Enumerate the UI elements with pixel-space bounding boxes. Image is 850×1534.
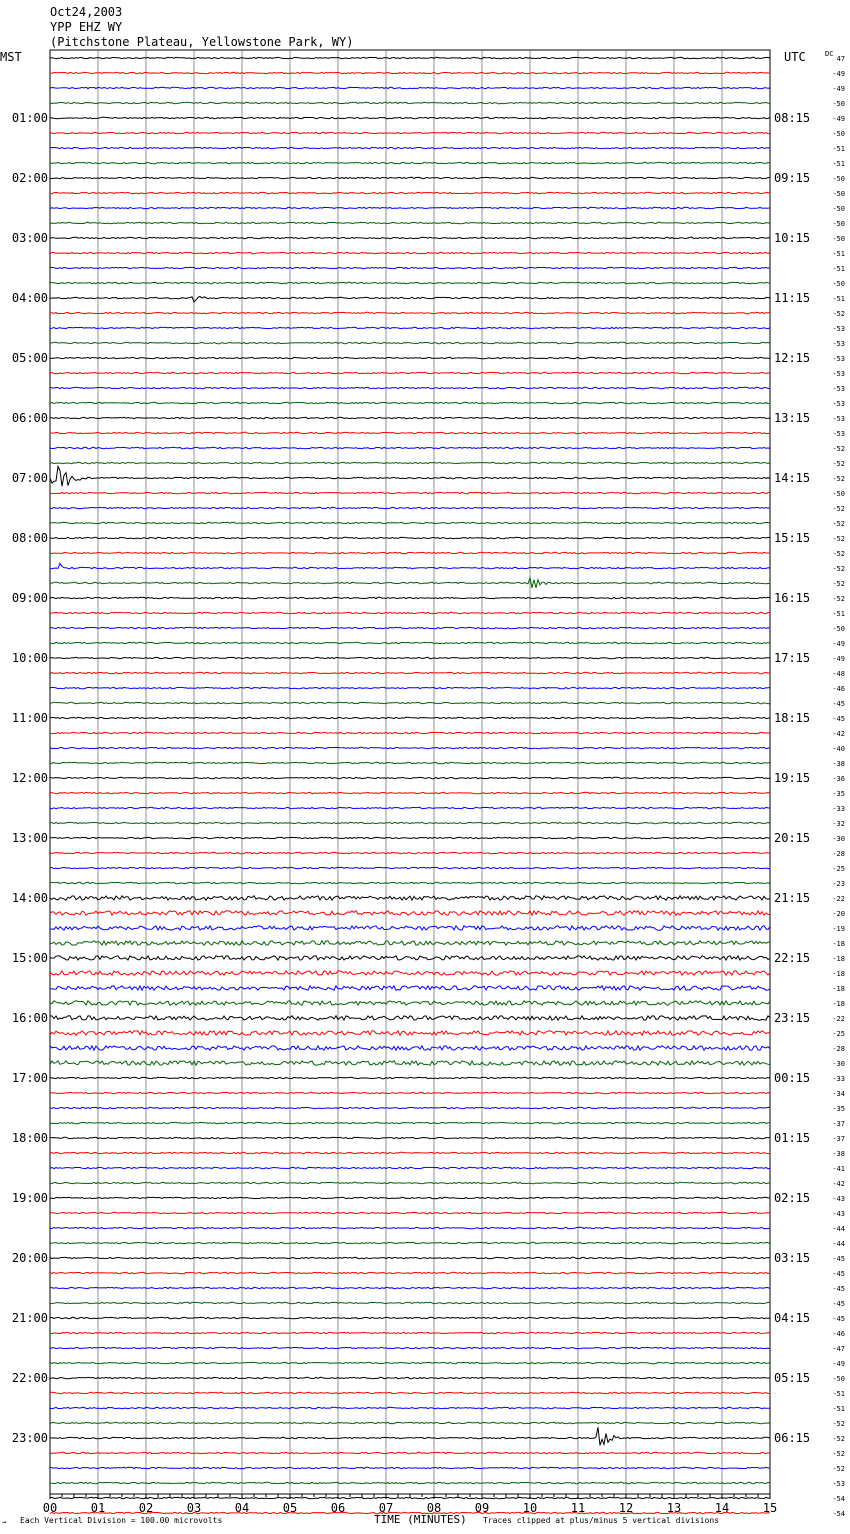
trace-line xyxy=(50,1467,770,1468)
footer-mark: → xyxy=(2,1518,7,1526)
mst-hour-label: 18:00 xyxy=(11,1131,48,1145)
dc-offset-label: -32 xyxy=(832,820,845,828)
utc-hour-label: 03:15 xyxy=(774,1251,811,1265)
utc-hour-label: 20:15 xyxy=(774,831,811,845)
dc-offset-label: -35 xyxy=(832,1105,845,1113)
utc-hour-label: 11:15 xyxy=(774,291,811,305)
x-tick-label: 13 xyxy=(666,1501,682,1515)
dc-offset-label: -52 xyxy=(832,310,845,318)
dc-offset-label: -18 xyxy=(832,940,845,948)
trace-line xyxy=(50,1137,770,1138)
dc-offset-label: -20 xyxy=(832,910,845,918)
trace-line xyxy=(50,87,770,88)
utc-hour-label: 04:15 xyxy=(774,1311,811,1325)
mst-hour-label: 10:00 xyxy=(11,651,48,665)
trace-line xyxy=(50,312,770,313)
dc-offset-label: -49 xyxy=(832,70,845,78)
trace-lines xyxy=(50,57,770,1513)
dc-offset-label: -52 xyxy=(832,580,845,588)
trace-line xyxy=(50,72,770,73)
trace-line xyxy=(50,1392,770,1393)
utc-hour-label: 06:15 xyxy=(774,1431,811,1445)
dc-offset-label: -51 xyxy=(832,145,845,153)
header-location: (Pitchstone Plateau, Yellowstone Park, WY) xyxy=(50,35,354,49)
mst-hour-label: 17:00 xyxy=(11,1071,48,1085)
dc-offset-label: -41 xyxy=(832,1165,845,1173)
trace-line xyxy=(50,507,770,508)
trace-line xyxy=(50,578,770,588)
trace-line xyxy=(50,762,770,763)
trace-line xyxy=(50,1061,770,1065)
dc-offset-label: -25 xyxy=(832,1030,845,1038)
trace-line xyxy=(50,1317,770,1318)
trace-line xyxy=(50,792,770,793)
utc-hour-label: 13:15 xyxy=(774,411,811,425)
dc-offset-label: -45 xyxy=(832,715,845,723)
dc-offset-label: -40 xyxy=(832,745,845,753)
trace-line xyxy=(50,297,770,302)
utc-hour-label: 17:15 xyxy=(774,651,811,665)
trace-line xyxy=(50,612,770,613)
dc-offset-label: -18 xyxy=(832,985,845,993)
dc-offset-label: -53 xyxy=(832,355,845,363)
trace-line xyxy=(50,237,770,238)
trace-line xyxy=(50,1152,770,1153)
trace-line xyxy=(50,837,770,838)
trace-line xyxy=(50,1257,770,1258)
dc-offset-label: -18 xyxy=(832,955,845,963)
mst-hour-label: 21:00 xyxy=(11,1311,48,1325)
trace-line xyxy=(50,357,770,358)
mst-hour-label: 19:00 xyxy=(11,1191,48,1205)
trace-line xyxy=(50,852,770,853)
dc-offset-label: -53 xyxy=(832,415,845,423)
dc-offset-label: -49 xyxy=(832,1360,845,1368)
trace-line xyxy=(50,1377,770,1378)
time-gridlines xyxy=(50,50,770,1494)
trace-line xyxy=(50,1092,770,1093)
dc-offset-label: -50 xyxy=(832,205,845,213)
mst-hour-label: 22:00 xyxy=(11,1371,48,1385)
dc-offset-label: -50 xyxy=(832,280,845,288)
dc-offset-label: -51 xyxy=(832,160,845,168)
dc-offset-label: -53 xyxy=(832,325,845,333)
trace-line xyxy=(50,522,770,523)
trace-line xyxy=(50,926,770,930)
mst-hour-label: 12:00 xyxy=(11,771,48,785)
dc-offset-label: -53 xyxy=(832,400,845,408)
dc-offset-label: -50 xyxy=(832,625,845,633)
trace-line xyxy=(50,1332,770,1333)
mst-hour-label: 11:00 xyxy=(11,711,48,725)
utc-hour-label: 21:15 xyxy=(774,891,811,905)
x-tick-label: 08 xyxy=(426,1501,442,1515)
utc-hour-label: 15:15 xyxy=(774,531,811,545)
dc-offset-label: -18 xyxy=(832,970,845,978)
dc-offset-label: -53 xyxy=(832,430,845,438)
dc-offset-label: -33 xyxy=(832,805,845,813)
dc-offset-label: -19 xyxy=(832,925,845,933)
trace-line xyxy=(50,147,770,148)
dc-offset-label: -25 xyxy=(832,865,845,873)
left-timezone-label: MST xyxy=(0,50,22,64)
dc-offset-label: -42 xyxy=(832,730,845,738)
x-tick-label: 06 xyxy=(330,1501,346,1515)
trace-line xyxy=(50,1427,770,1445)
utc-hour-label: 16:15 xyxy=(774,591,811,605)
trace-line xyxy=(50,956,770,960)
dc-offset-label: -34 xyxy=(832,1090,845,1098)
mst-hour-label: 07:00 xyxy=(11,471,48,485)
x-tick-label: 12 xyxy=(618,1501,634,1515)
plot-frame xyxy=(50,50,770,1494)
mst-hour-label: 08:00 xyxy=(11,531,48,545)
dc-offset-label: -52 xyxy=(832,505,845,513)
dc-offset-label: -42 xyxy=(832,1180,845,1188)
dc-offset-label: -30 xyxy=(832,1060,845,1068)
dc-offset-label: -54 xyxy=(832,1495,845,1503)
trace-line xyxy=(50,222,770,223)
dc-offset-label: -50 xyxy=(832,490,845,498)
dc-offset-label: -45 xyxy=(832,1315,845,1323)
dc-offset-label: -18 xyxy=(832,1000,845,1008)
dc-offset-label: -28 xyxy=(832,1045,845,1053)
trace-line xyxy=(50,971,770,975)
trace-line xyxy=(50,1482,770,1483)
trace-line xyxy=(50,1407,770,1408)
mst-hour-label: 02:00 xyxy=(11,171,48,185)
mst-hour-labels xyxy=(12,111,48,1445)
trace-line xyxy=(50,882,770,883)
trace-line xyxy=(50,896,770,900)
trace-line xyxy=(50,1077,770,1078)
trace-line xyxy=(50,986,770,990)
trace-line xyxy=(50,402,770,403)
mst-hour-label: 15:00 xyxy=(11,951,48,965)
utc-hour-label: 18:15 xyxy=(774,711,811,725)
trace-line xyxy=(50,177,770,178)
trace-line xyxy=(50,1362,770,1363)
dc-offset-label: -44 xyxy=(832,1225,845,1233)
trace-line xyxy=(50,1452,770,1453)
trace-line xyxy=(50,941,770,945)
mst-hour-label: 20:00 xyxy=(11,1251,48,1265)
dc-offset-label: -52 xyxy=(832,535,845,543)
trace-line xyxy=(50,1287,770,1288)
trace-line xyxy=(50,1197,770,1198)
trace-line xyxy=(50,267,770,268)
dc-offset-label: -53 xyxy=(832,385,845,393)
trace-line xyxy=(50,387,770,388)
dc-offset-label: -47 xyxy=(832,1345,845,1353)
dc-offset-label: -52 xyxy=(832,1420,845,1428)
dc-offset-label: -46 xyxy=(832,685,845,693)
time-axis-title: TIME (MINUTES) xyxy=(374,1513,467,1526)
trace-line xyxy=(50,822,770,823)
dc-offset-label: -54 xyxy=(832,1510,845,1518)
dc-offset-label: -46 xyxy=(832,1330,845,1338)
dc-offset-label: -22 xyxy=(832,895,845,903)
dc-offset-label: -50 xyxy=(832,100,845,108)
header xyxy=(50,5,353,49)
trace-line xyxy=(50,252,770,253)
mst-hour-label: 09:00 xyxy=(11,591,48,605)
dc-offset-label: -50 xyxy=(832,220,845,228)
x-tick-label: 09 xyxy=(474,1501,490,1515)
x-tick-label: 07 xyxy=(378,1501,394,1515)
trace-line xyxy=(50,657,770,658)
trace-line xyxy=(50,747,770,748)
dc-offset-label: -50 xyxy=(832,130,845,138)
utc-hour-label: 22:15 xyxy=(774,951,811,965)
trace-line xyxy=(50,432,770,433)
trace-line xyxy=(50,1001,770,1005)
footer xyxy=(2,1513,719,1526)
trace-line xyxy=(50,732,770,733)
header-station: YPP EHZ WY xyxy=(50,20,123,34)
trace-line xyxy=(50,537,770,538)
mst-hour-label: 06:00 xyxy=(11,411,48,425)
utc-hour-label: 02:15 xyxy=(774,1191,811,1205)
dc-offset-label: -43 xyxy=(832,1195,845,1203)
trace-line xyxy=(50,327,770,328)
dc-offset-label: -51 xyxy=(832,1405,845,1413)
dc-offset-label: -38 xyxy=(832,1150,845,1158)
x-tick-label: 01 xyxy=(90,1501,106,1515)
dc-offset-label: -50 xyxy=(832,1375,845,1383)
trace-line xyxy=(50,1497,770,1498)
trace-line xyxy=(50,597,770,598)
x-tick-label: 00 xyxy=(42,1501,58,1515)
dc-offset-label: -45 xyxy=(832,1285,845,1293)
utc-hour-label: 08:15 xyxy=(774,111,811,125)
trace-line xyxy=(50,1046,770,1050)
dc-offset-label: -52 xyxy=(832,595,845,603)
trace-line xyxy=(50,717,770,718)
trace-line xyxy=(50,467,770,487)
trace-line xyxy=(50,162,770,163)
dc-offset-label: 47 xyxy=(836,55,845,63)
trace-line xyxy=(50,132,770,133)
trace-line xyxy=(50,492,770,493)
dc-offset-label: -51 xyxy=(832,610,845,618)
trace-line xyxy=(50,1212,770,1213)
dc-offset-label: -52 xyxy=(832,1450,845,1458)
x-tick-label: 10 xyxy=(522,1501,538,1515)
dc-offset-label: -49 xyxy=(832,655,845,663)
mst-hour-label: 04:00 xyxy=(11,291,48,305)
utc-hour-label: 23:15 xyxy=(774,1011,811,1025)
trace-line xyxy=(50,1122,770,1123)
dc-offset-label: -45 xyxy=(832,700,845,708)
trace-line xyxy=(50,1031,770,1035)
utc-hour-label: 00:15 xyxy=(774,1071,811,1085)
trace-line xyxy=(50,777,770,778)
trace-line xyxy=(50,702,770,703)
dc-offset-label: -28 xyxy=(832,850,845,858)
dc-offset-label: -45 xyxy=(832,1300,845,1308)
utc-hour-label: 19:15 xyxy=(774,771,811,785)
trace-line xyxy=(50,642,770,643)
mst-hour-label: 03:00 xyxy=(11,231,48,245)
trace-line xyxy=(50,563,770,569)
trace-line xyxy=(50,282,770,283)
mst-hour-label: 16:00 xyxy=(11,1011,48,1025)
dc-offset-label: -36 xyxy=(832,775,845,783)
trace-line xyxy=(50,672,770,673)
trace-line xyxy=(50,1302,770,1303)
trace-line xyxy=(50,1242,770,1243)
scale-note: Each Vertical Division = 100.00 microvolts xyxy=(20,1516,223,1525)
x-tick-label: 03 xyxy=(186,1501,202,1515)
dc-offset-label: -45 xyxy=(832,1270,845,1278)
trace-line xyxy=(50,1016,770,1020)
dc-offset-label: -49 xyxy=(832,115,845,123)
x-tick-label: 11 xyxy=(570,1501,586,1515)
utc-hour-label: 14:15 xyxy=(774,471,811,485)
dc-offset-label: -51 xyxy=(832,295,845,303)
trace-line xyxy=(50,1422,770,1423)
dc-offset-label: -30 xyxy=(832,835,845,843)
dc-offset-label: -52 xyxy=(832,460,845,468)
dc-offset-label: -44 xyxy=(832,1240,845,1248)
dc-offset-label: -52 xyxy=(832,550,845,558)
dc-offset-labels xyxy=(832,55,845,1518)
utc-hour-label: 12:15 xyxy=(774,351,811,365)
trace-line xyxy=(50,57,770,58)
trace-line xyxy=(50,1227,770,1228)
dc-offset-label: -51 xyxy=(832,265,845,273)
dc-offset-label: -35 xyxy=(832,790,845,798)
dc-offset-label: -53 xyxy=(832,340,845,348)
trace-line xyxy=(50,552,770,553)
utc-hour-label: 05:15 xyxy=(774,1371,811,1385)
dc-offset-label: -38 xyxy=(832,760,845,768)
dc-offset-label: -33 xyxy=(832,1075,845,1083)
dc-offset-label: -52 xyxy=(832,475,845,483)
utc-hour-label: 01:15 xyxy=(774,1131,811,1145)
utc-hour-label: 10:15 xyxy=(774,231,811,245)
trace-line xyxy=(50,117,770,118)
trace-line xyxy=(50,807,770,808)
dc-offset-label: -50 xyxy=(832,175,845,183)
trace-line xyxy=(50,1272,770,1273)
dc-offset-label: -53 xyxy=(832,1480,845,1488)
dc-offset-label: -52 xyxy=(832,1435,845,1443)
trace-line xyxy=(50,867,770,868)
x-tick-label: 14 xyxy=(714,1501,730,1515)
trace-line xyxy=(50,1182,770,1183)
dc-offset-label: -43 xyxy=(832,1210,845,1218)
trace-line xyxy=(50,1347,770,1348)
mst-hour-label: 14:00 xyxy=(11,891,48,905)
trace-line xyxy=(50,417,770,418)
dc-offset-label: -37 xyxy=(832,1120,845,1128)
trace-line xyxy=(50,911,770,915)
trace-line xyxy=(50,627,770,628)
mst-hour-label: 05:00 xyxy=(11,351,48,365)
trace-line xyxy=(50,1107,770,1108)
trace-line xyxy=(50,447,770,448)
trace-line xyxy=(50,102,770,103)
dc-offset-label: -53 xyxy=(832,370,845,378)
dc-offset-label: -52 xyxy=(832,565,845,573)
trace-line xyxy=(50,372,770,373)
utc-hour-labels xyxy=(774,111,810,1445)
dc-offset-label: -50 xyxy=(832,190,845,198)
dc-offset-label: -49 xyxy=(832,640,845,648)
dc-offset-label: -48 xyxy=(832,670,845,678)
dc-offset-label: -49 xyxy=(832,85,845,93)
trace-line xyxy=(50,207,770,208)
trace-line xyxy=(50,687,770,688)
mst-hour-label: 13:00 xyxy=(11,831,48,845)
dc-offset-label: -52 xyxy=(832,520,845,528)
dc-offset-label: -22 xyxy=(832,1015,845,1023)
trace-line xyxy=(50,1167,770,1168)
trace-line xyxy=(50,192,770,193)
dc-offset-label: -37 xyxy=(832,1135,845,1143)
mst-hour-label: 23:00 xyxy=(11,1431,48,1445)
clipping-note: Traces clipped at plus/minus 5 vertical divisions xyxy=(483,1516,720,1525)
right-timezone-label: UTC xyxy=(784,50,806,64)
dc-offset-label: -52 xyxy=(832,445,845,453)
x-tick-label: 05 xyxy=(282,1501,298,1515)
mst-hour-label: 01:00 xyxy=(11,111,48,125)
x-tick-label: 04 xyxy=(234,1501,250,1515)
trace-line xyxy=(50,342,770,343)
header-date: Oct24,2003 xyxy=(50,5,123,19)
utc-hour-label: 09:15 xyxy=(774,171,811,185)
x-tick-label: 15 xyxy=(762,1501,778,1515)
dc-label: DC xyxy=(825,50,834,58)
dc-offset-label: -51 xyxy=(832,1390,845,1398)
dc-offset-label: -23 xyxy=(832,880,845,888)
x-tick-label: 02 xyxy=(138,1501,154,1515)
dc-offset-label: -51 xyxy=(832,250,845,258)
dc-offset-label: -52 xyxy=(832,1465,845,1473)
dc-offset-label: -45 xyxy=(832,1255,845,1263)
dc-offset-label: -50 xyxy=(832,235,845,243)
trace-line xyxy=(50,462,770,463)
